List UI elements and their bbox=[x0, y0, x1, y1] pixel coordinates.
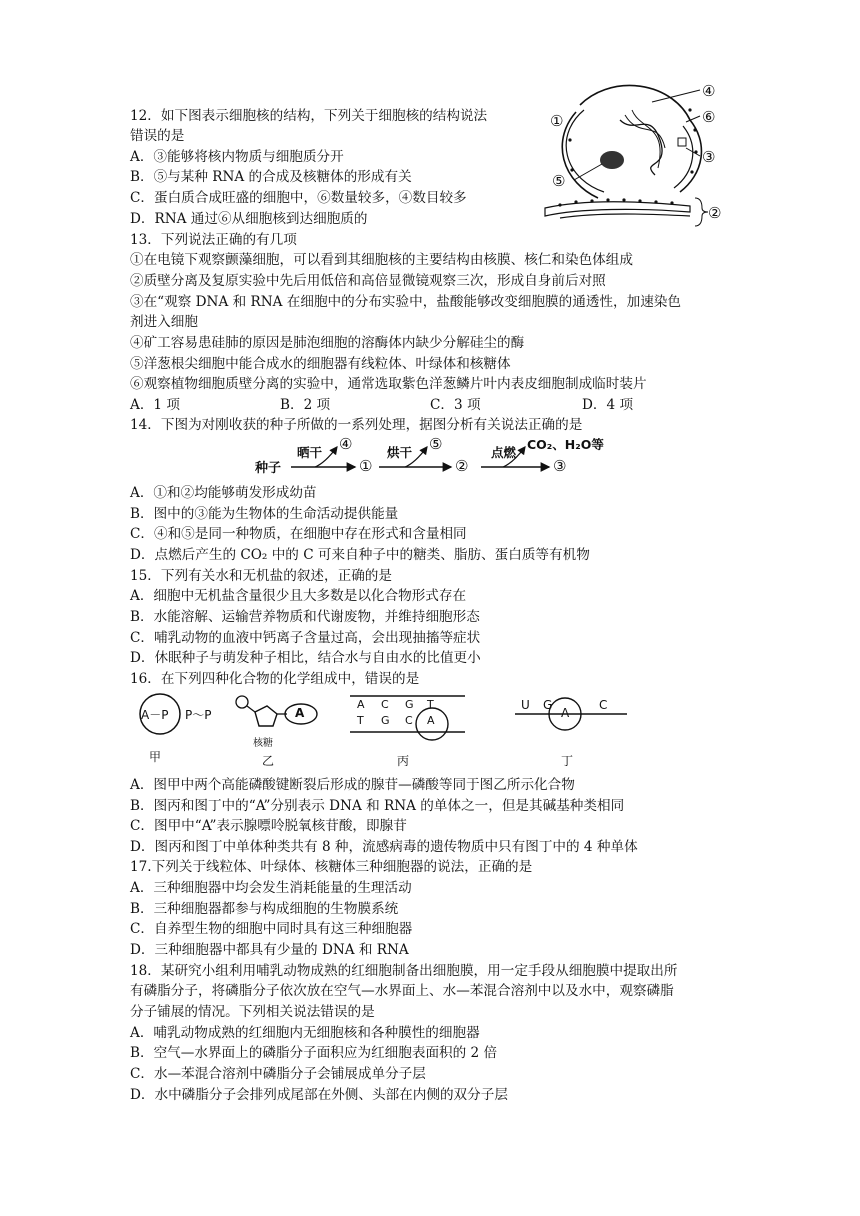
nucleus-structure-figure bbox=[540, 80, 730, 230]
q16-option-c: C．图甲中“A”表示腺嘌呤脱氧核苷酸，即腺苷 bbox=[130, 818, 407, 834]
q12-option-c: C．蛋白质合成旺盛的细胞中，⑥数量较多，④数目较多 bbox=[130, 190, 467, 206]
q12-option-b: B．⑤与某种 RNA 的合成及核糖体的形成有关 bbox=[130, 169, 412, 185]
q13-option-b: B．2 项 bbox=[280, 397, 331, 413]
ding-seq-4: C bbox=[599, 698, 608, 712]
figure-yi-label: 乙 bbox=[262, 754, 275, 768]
bing-top-1: A bbox=[357, 698, 365, 711]
compounds-figure bbox=[135, 690, 635, 770]
jia-phosphates: P～P bbox=[185, 708, 212, 722]
result-3: ③ bbox=[553, 457, 567, 475]
q13-option-d: D．4 项 bbox=[582, 397, 634, 413]
bing-top-2: C bbox=[381, 698, 389, 711]
figure-ding-label: 丁 bbox=[561, 754, 574, 768]
q12-option-d: D．RNA 通过⑥从细胞核到达细胞质的 bbox=[130, 211, 368, 227]
q14-option-a: A．①和②均能够萌发形成幼苗 bbox=[130, 485, 317, 501]
jia-atp-core: A－P bbox=[141, 708, 169, 722]
q13-item-3: ③在“观察 DNA 和 RNA 在细胞中的分布实验中，盐酸能够改变细胞膜的通透性，加速染色 bbox=[130, 294, 681, 310]
q18-option-a: A．哺乳动物成熟的红细胞内无细胞核和各种膜性的细胞器 bbox=[130, 1025, 480, 1041]
q15-option-d: D．休眠种子与萌发种子相比，结合水与自由水的比值更小 bbox=[130, 650, 481, 666]
bing-bot-1: T bbox=[357, 714, 364, 727]
yi-base: A bbox=[295, 706, 305, 720]
q13-stem: 13．下列说法正确的有几项 bbox=[130, 232, 297, 248]
q17-option-a: A．三种细胞器中均会发生消耗能量的生理活动 bbox=[130, 880, 412, 896]
ding-seq-2: G bbox=[543, 698, 553, 712]
figure-label-3: ③ bbox=[702, 148, 716, 166]
output-co2-h2o: CO₂、H₂O等 bbox=[527, 437, 604, 452]
figure-jia-label: 甲 bbox=[149, 750, 162, 764]
seed-process-figure bbox=[255, 435, 655, 479]
q14-stem: 14．下图为对刚收获的种子所做的一系列处理，据图分析有关说法正确的是 bbox=[130, 417, 583, 433]
ding-seq-3: A bbox=[561, 706, 570, 720]
figure-label-5: ⑤ bbox=[552, 172, 566, 190]
q16-stem: 16．在下列四种化合物的化学组成中，错误的是 bbox=[130, 671, 420, 687]
figure-label-6: ⑥ bbox=[702, 108, 716, 126]
q12-stem-line1: 12．如下图表示细胞核的结构，下列关于细胞核的结构说法 bbox=[130, 108, 488, 124]
bing-top-4: T bbox=[427, 698, 434, 711]
q13-option-c: C．3 项 bbox=[430, 397, 481, 413]
q13-item-2: ②质壁分离及复原实验中先后用低倍和高倍显微镜观察三次，形成自身前后对照 bbox=[130, 273, 606, 289]
step-sun-dry: 晒干 bbox=[297, 445, 323, 460]
q17-option-c: C．自养型生物的细胞中同时具有这三种细胞器 bbox=[130, 921, 413, 937]
q18-option-c: C．水—苯混合溶剂中磷脂分子会铺展成单分子层 bbox=[130, 1066, 426, 1082]
q16-option-b: B．图丙和图丁中的“A”分别表示 DNA 和 RNA 的单体之一，但是其碱基种类相同 bbox=[130, 798, 625, 814]
figure-bing-label: 丙 bbox=[397, 754, 410, 768]
q15-option-b: B．水能溶解、运输营养物质和代谢废物，并维持细胞形态 bbox=[130, 609, 480, 625]
step-burn: 点燃 bbox=[491, 445, 517, 460]
q15-option-a: A．细胞中无机盐含量很少且大多数是以化合物形式存在 bbox=[130, 588, 467, 604]
q12-option-a: A．③能够将核内物质与细胞质分开 bbox=[130, 149, 344, 165]
q18-option-b: B．空气—水界面上的磷脂分子面积应为红细胞表面积的 2 倍 bbox=[130, 1045, 498, 1061]
q17-option-d: D．三种细胞器中都具有少量的 DNA 和 RNA bbox=[130, 942, 409, 958]
q13-item-1: ①在电镜下观察颤藻细胞，可以看到其细胞核的主要结构由核膜、核仁和染色体组成 bbox=[130, 252, 633, 268]
bing-bot-3: C bbox=[405, 714, 413, 727]
ding-seq-1: U bbox=[521, 698, 530, 712]
step-oven-dry: 烘干 bbox=[387, 445, 413, 460]
bing-bot-4: A bbox=[427, 714, 435, 727]
output-4: ④ bbox=[339, 435, 353, 453]
q14-option-b: B．图中的③能为生物体的生命活动提供能量 bbox=[130, 506, 399, 522]
q13-item-6: ⑥观察植物细胞质壁分离的实验中，通常选取紫色洋葱鳞片叶内表皮细胞制成临时装片 bbox=[130, 376, 647, 392]
figure-label-2: ② bbox=[708, 204, 722, 222]
q18-stem-line3: 分子铺展的情况。下列相关说法错误的是 bbox=[130, 1004, 375, 1020]
q18-stem-line2: 有磷脂分子，将磷脂分子依次放在空气—水界面上、水—苯混合溶剂中以及水中，观察磷脂 bbox=[130, 983, 674, 999]
q17-option-b: B．三种细胞器都参与构成细胞的生物膜系统 bbox=[130, 901, 399, 917]
q13-item-4: ④矿工容易患硅肺的原因是肺泡细胞的溶酶体内缺少分解硅尘的酶 bbox=[130, 335, 525, 351]
result-2: ② bbox=[455, 457, 469, 475]
q14-option-d: D．点燃后产生的 CO₂ 中的 C 可来自种子中的糖类、脂肪、蛋白质等有机物 bbox=[130, 547, 590, 563]
q15-option-c: C．哺乳动物的血液中钙离子含量过高，会出现抽搐等症状 bbox=[130, 630, 481, 646]
bing-bot-2: G bbox=[381, 714, 390, 727]
q17-stem: 17.下列关于线粒体、叶绿体、核糖体三种细胞器的说法，正确的是 bbox=[130, 859, 533, 875]
q16-option-d: D．图丙和图丁中单体种类共有 8 种，流感病毒的遗传物质中只有图丁中的 4 种单体 bbox=[130, 839, 638, 855]
output-5: ⑤ bbox=[429, 435, 443, 453]
q15-stem: 15．下列有关水和无机盐的叙述，正确的是 bbox=[130, 568, 392, 584]
q13-option-a: A．1 项 bbox=[130, 397, 180, 413]
q13-item-5: ⑤洋葱根尖细胞中能合成水的细胞器有线粒体、叶绿体和核糖体 bbox=[130, 356, 511, 372]
q18-stem-line1: 18．某研究小组利用哺乳动物成熟的红细胞制备出细胞膜，用一定手段从细胞膜中提取出所 bbox=[130, 963, 678, 979]
figure-label-4: ④ bbox=[702, 82, 716, 100]
bing-top-3: G bbox=[405, 698, 414, 711]
q12-stem-line2: 错误的是 bbox=[130, 128, 185, 144]
result-1: ① bbox=[359, 457, 373, 475]
q18-option-d: D．水中磷脂分子会排列成尾部在外侧、头部在内侧的双分子层 bbox=[130, 1087, 508, 1103]
figure-label-1: ① bbox=[550, 112, 564, 130]
yi-sugar-label: 核糖 bbox=[253, 738, 273, 749]
q13-item-3-cont: 剂进入细胞 bbox=[130, 314, 198, 330]
q14-option-c: C．④和⑤是同一种物质，在细胞中存在形式和含量相同 bbox=[130, 526, 467, 542]
q16-option-a: A．图甲中两个高能磷酸键断裂后形成的腺苷—磷酸等同于图乙所示化合物 bbox=[130, 777, 575, 793]
seed-label: 种子 bbox=[255, 461, 282, 476]
